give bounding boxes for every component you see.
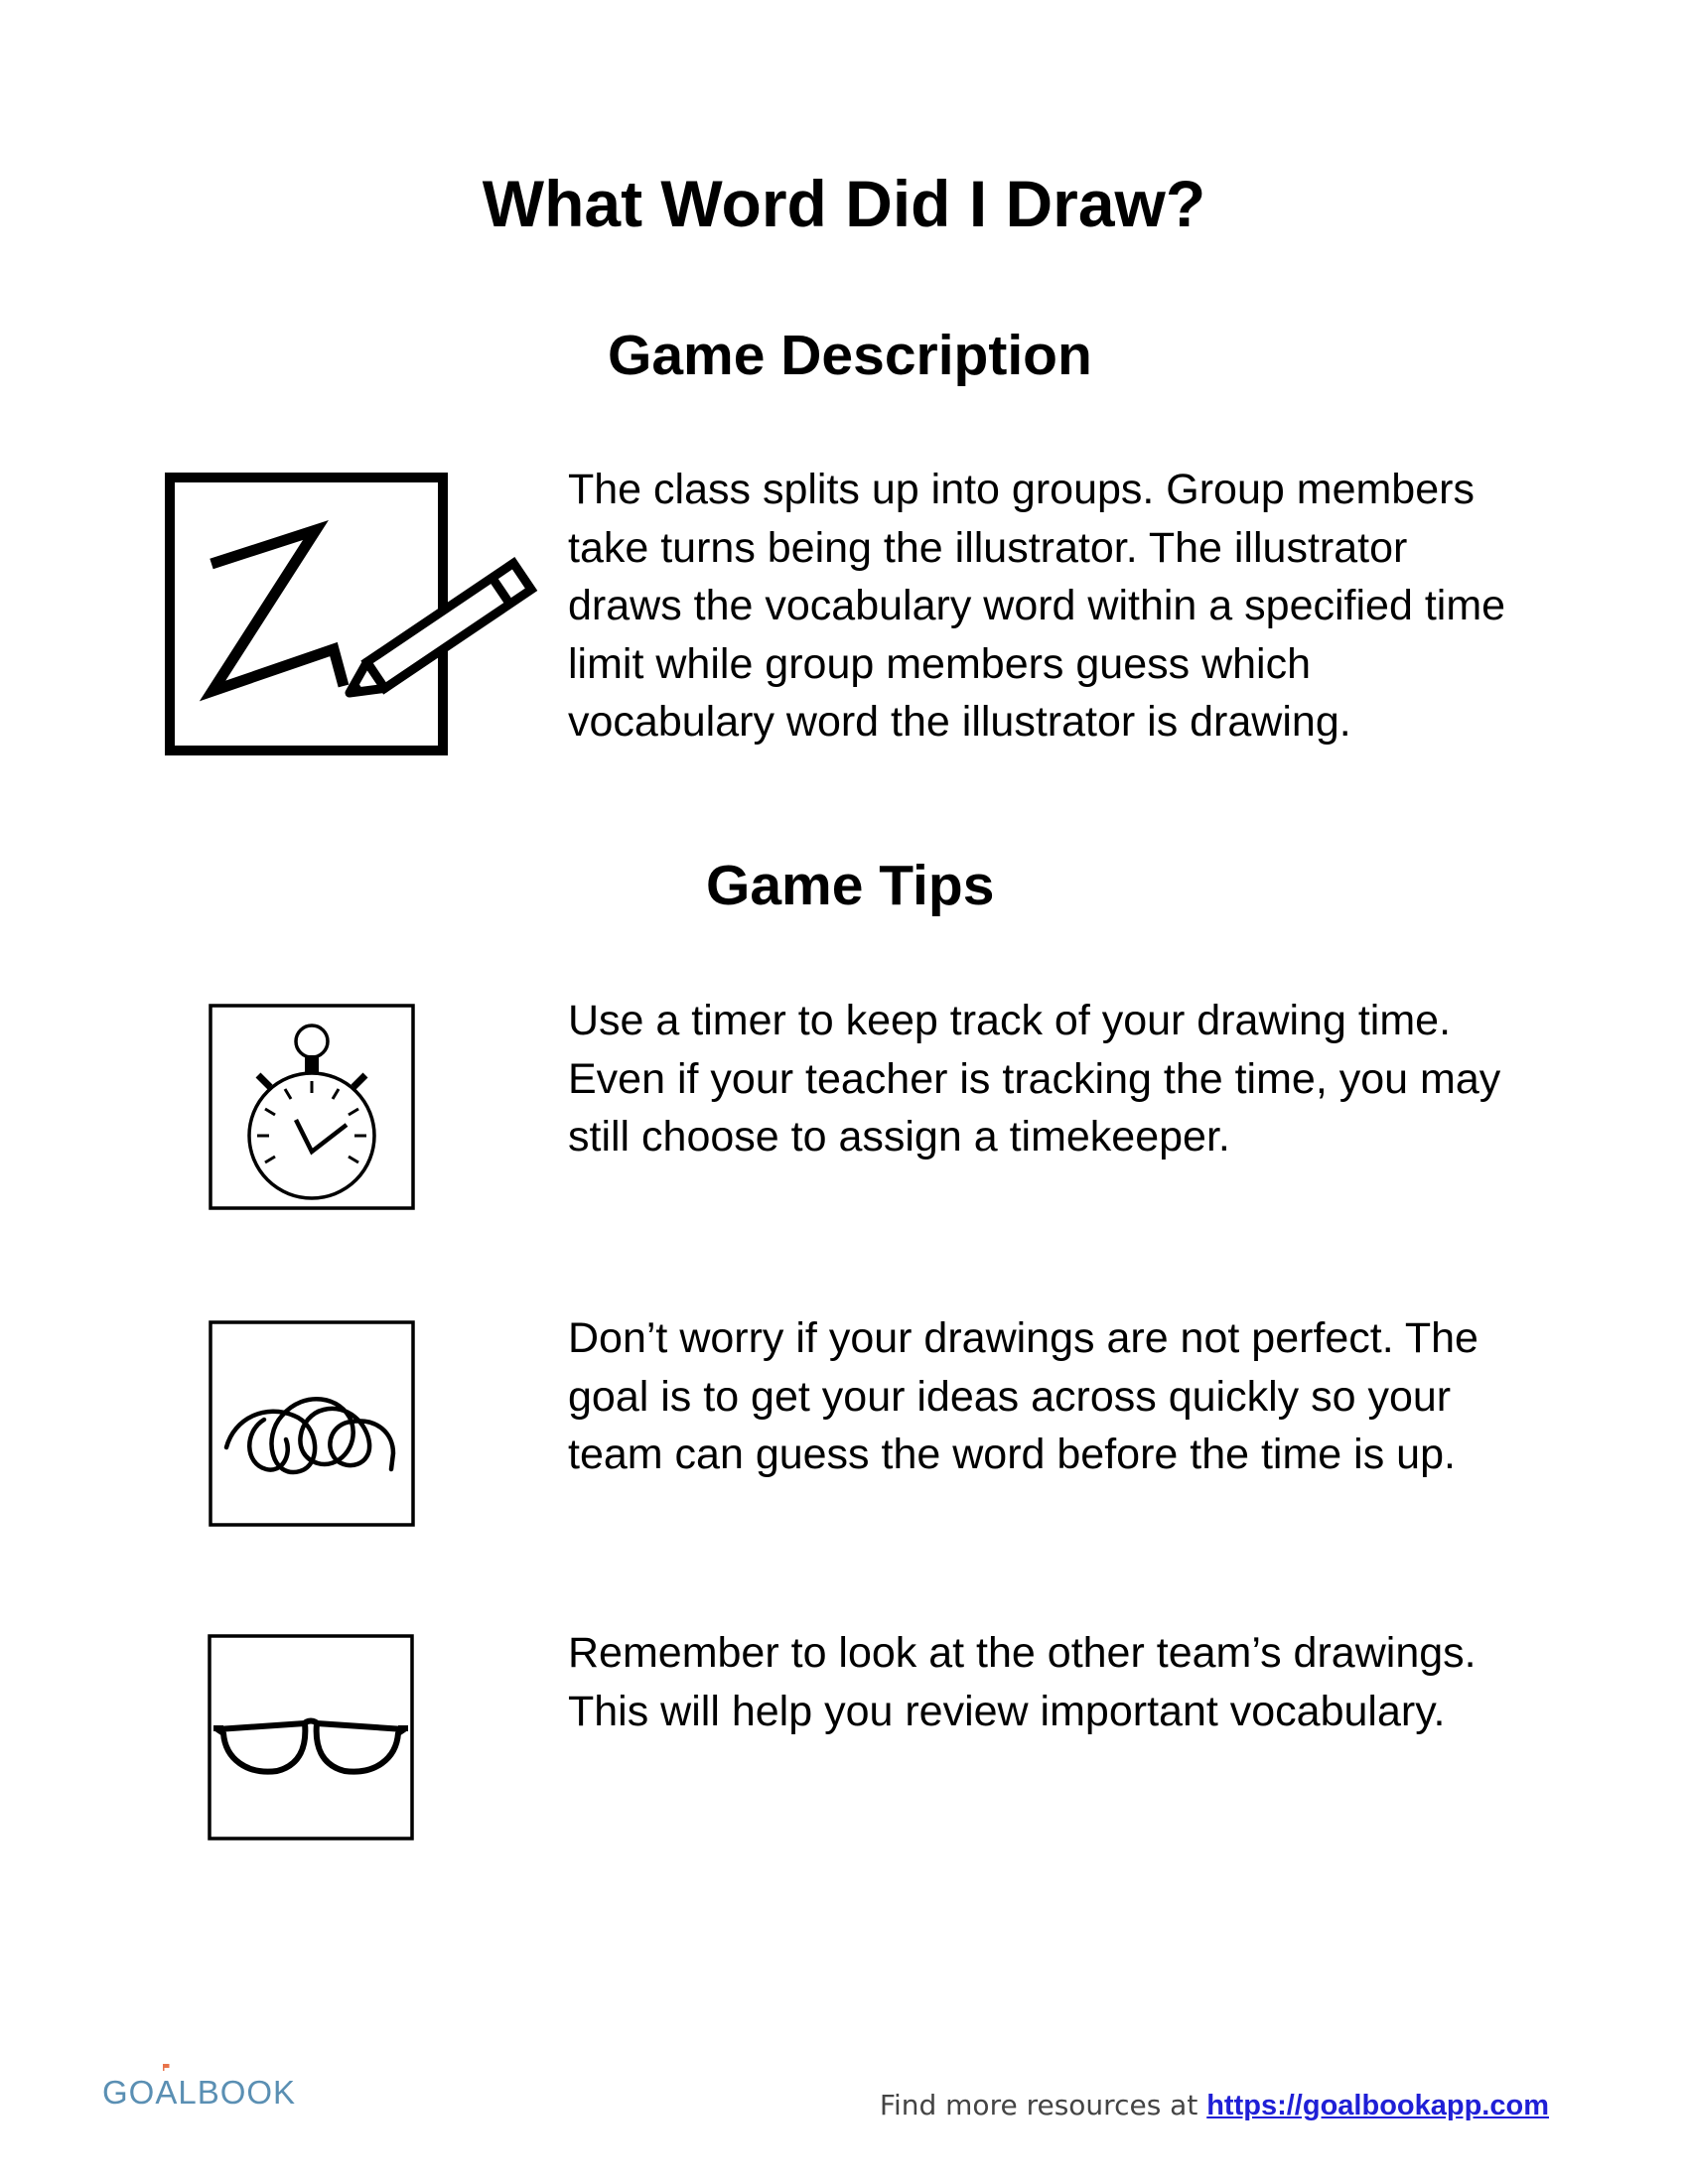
tip-line: Remember to look at the other team’s drawings.	[568, 1629, 1477, 1677]
flag-icon	[163, 2064, 170, 2071]
footer-prefix: Find more resources at	[879, 2089, 1207, 2121]
description-heading: Game Description	[608, 324, 1092, 387]
description-line: vocabulary word the illustrator is drawing.	[568, 698, 1351, 746]
tip-line: Don’t worry if your drawings are not perfect. The	[568, 1314, 1478, 1362]
logo-text: GOALBOOK	[102, 2074, 297, 2111]
description-line: draws the vocabulary word within a specified time	[568, 582, 1506, 629]
tip-line: still choose to assign a timekeeper.	[568, 1113, 1230, 1160]
tip-timer-paragraph	[568, 992, 1601, 1166]
scribble-icon	[209, 1320, 415, 1527]
tip-drawings-paragraph	[568, 1309, 1601, 1484]
tips-heading: Game Tips	[706, 854, 995, 917]
tip-line: Even if your teacher is tracking the time, you may	[568, 1054, 1501, 1103]
description-line: limit while group members guess which	[568, 639, 1312, 688]
tip-line: Use a timer to keep track of your drawing time.	[568, 997, 1452, 1044]
stopwatch-icon	[209, 1004, 415, 1210]
tip-review-paragraph	[568, 1624, 1601, 1740]
goalbook-logo	[102, 2073, 296, 2113]
goalbook-link[interactable]: https://goalbookapp.com	[1206, 2090, 1549, 2121]
glasses-icon	[208, 1634, 414, 1841]
tip-line: goal is to get your ideas across quickly so your	[568, 1372, 1452, 1421]
page-title: What Word Did I Draw?	[482, 167, 1206, 240]
description-paragraph	[568, 461, 1601, 751]
footer-resources	[880, 2088, 1549, 2123]
tip-line: This will help you review important vocabulary.	[568, 1687, 1446, 1735]
description-line: The class splits up into groups. Group members	[568, 466, 1475, 513]
tip-line: team can guess the word before the time is up.	[568, 1431, 1456, 1478]
pencil-drawing-icon	[165, 473, 552, 760]
description-line: take turns being the illustrator. The illustrator	[568, 523, 1408, 572]
